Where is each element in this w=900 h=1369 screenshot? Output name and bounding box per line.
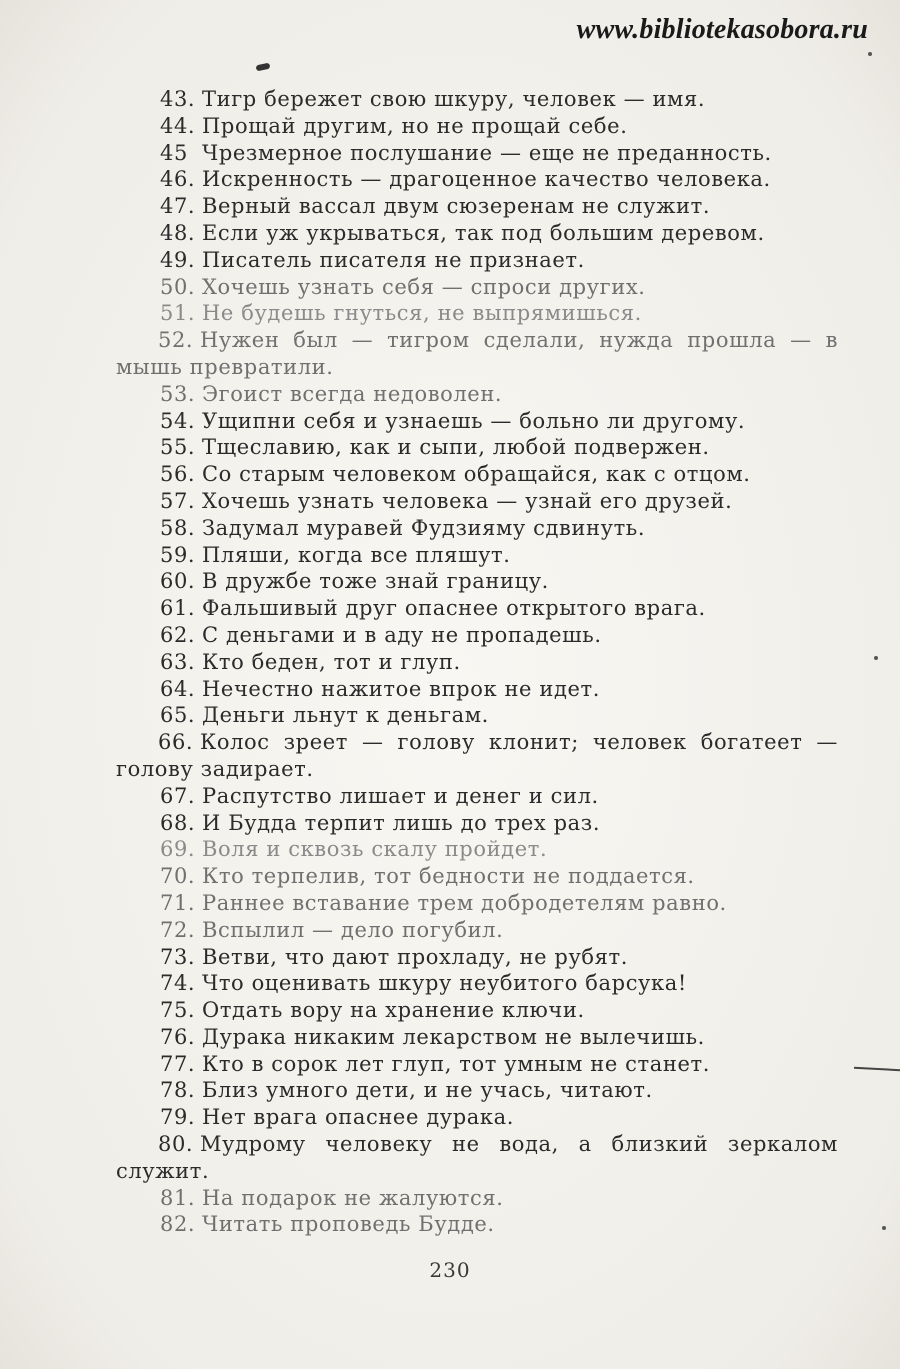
scan-dot [868, 52, 872, 56]
ink-mark [256, 63, 271, 72]
proverb-item: 77. Кто в сорок лет глуп, тот умным не станет. [160, 1051, 710, 1076]
proverb-item: 59. Пляши, когда все пляшут. [160, 542, 511, 567]
proverb-item: 68. И Будда терпит лишь до трех раз. [160, 810, 601, 835]
proverb-item: 75. Отдать вору на хранение ключи. [160, 998, 585, 1023]
proverb-item: 81. На подарок не жалуются. [160, 1185, 504, 1210]
scan-dot [882, 1226, 886, 1230]
proverb-item: 80. Мудрому человеку не вода, а близкий зеркалом служит. [116, 1132, 838, 1183]
proverb-item: 76. Дурака никаким лекарством не вылечишь. [160, 1024, 705, 1049]
proverb-item: 60. В дружбе тоже знай границу. [160, 569, 549, 594]
proverb-item: 65. Деньги льнут к деньгам. [160, 703, 489, 728]
proverb-item: 52. Нужен был — тигром сделали, нужда прошла — в мышь превратили. [116, 328, 838, 379]
scan-edge-line [854, 1067, 900, 1071]
proverb-item: 79. Нет врага опаснее дурака. [160, 1105, 515, 1130]
proverb-list [118, 86, 838, 1238]
proverb-item: 82. Читать проповедь Будде. [160, 1212, 495, 1237]
proverb-item: 61. Фальшивый друг опаснее открытого врага. [160, 596, 706, 621]
proverb-item: 50. Хочешь узнать себя — спроси других. [160, 274, 646, 299]
proverb-item: 72. Вспылил — дело погубил. [160, 917, 504, 942]
proverb-item: 44. Прощай другим, но не прощай себе. [160, 113, 628, 138]
proverb-item: 62. С деньгами и в аду не пропадешь. [160, 622, 602, 647]
proverb-item: 71. Раннее вставание трем добродетелям равно. [160, 890, 727, 915]
page-number: 230 [429, 1258, 471, 1282]
proverb-item: 43. Тигр бережет свою шкуру, человек — имя. [160, 87, 706, 111]
proverb-item: 54. Ущипни себя и узнаешь — больно ли другому. [160, 408, 746, 433]
proverb-item: 57. Хочешь узнать человека — узнай его друзей. [160, 488, 733, 513]
proverb-item: 53. Эгоист всегда недоволен. [160, 381, 503, 406]
proverb-item: 74. Что оценивать шкуру неубитого барсука! [160, 971, 687, 996]
proverb-item: 66. Колос зреет — голову клонит; человек богатеет — голову задирает. [116, 730, 838, 781]
proverb-item: 56. Со старым человеком обращайся, как с отцом. [160, 462, 751, 487]
proverb-item: 78. Близ умного дети, и не учась, читают. [160, 1078, 653, 1103]
proverb-item: 45 Чрезмерное послушание — еще не преданность. [160, 140, 772, 165]
proverb-item: 48. Если уж укрываться, так под большим деревом. [160, 220, 765, 245]
proverb-item: 69. Воля и сквозь скалу пройдет. [160, 837, 548, 862]
scan-dot [874, 656, 878, 660]
proverb-item: 64. Нечестно нажитое впрок не идет. [160, 676, 600, 701]
proverb-item: 67. Распутство лишает и денег и сил. [160, 783, 599, 808]
proverb-item: 49. Писатель писателя не признает. [160, 247, 585, 272]
proverb-item: 46. Искренность — драгоценное качество человека. [160, 167, 771, 192]
proverb-item: 63. Кто беден, тот и глуп. [160, 649, 461, 674]
proverb-item: 51. Не будешь гнуться, не выпрямишься. [160, 301, 642, 326]
proverb-item: 70. Кто терпелив, тот бедности не поддается. [160, 864, 695, 889]
proverb-item: 73. Ветви, что дают прохладу, не рубят. [160, 944, 628, 969]
proverb-item: 55. Тщеславию, как и сыпи, любой подвержен. [160, 435, 710, 460]
proverb-item: 58. Задумал муравей Фудзияму сдвинуть. [160, 515, 646, 540]
proverb-item: 47. Верный вассал двум сюзеренам не служит. [160, 194, 711, 219]
site-url-watermark: www.bibliotekasobora.ru [576, 14, 868, 45]
